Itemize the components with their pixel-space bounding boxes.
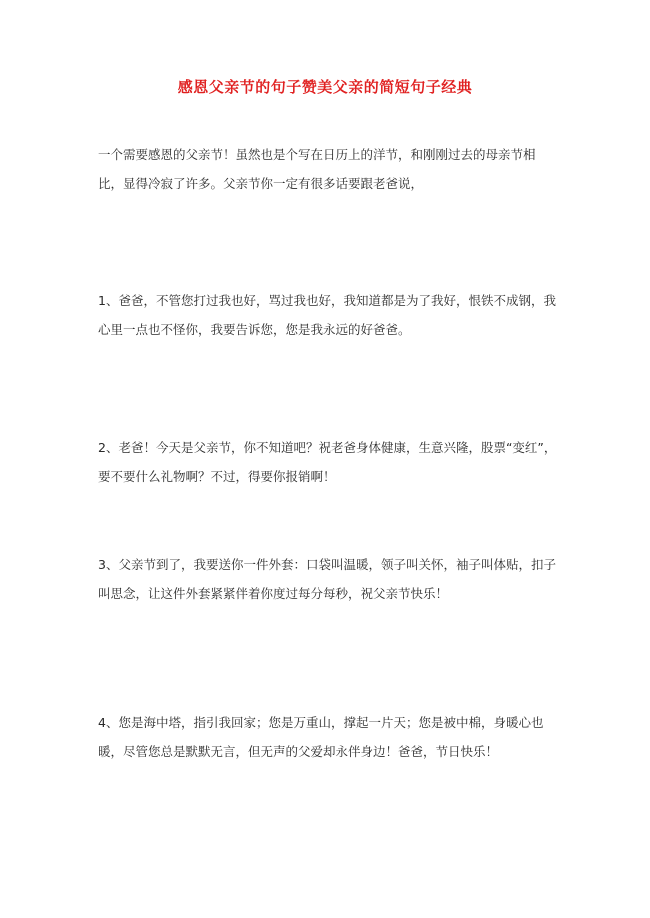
paragraph-3: 3、父亲节到了，我要送你一件外套：口袋叫温暖，领子叫关怀，袖子叫体贴，扣子叫思念，让这件外套紧紧伴着你度过每分每秒，祝父亲节快乐！ [98, 557, 556, 601]
paragraph-4: 4、您是海中塔，指引我回家；您是万重山，撑起一片天；您是被中棉，身暖心也暖，尽管您总是默默无言，但无声的父爱却永伴身边！爸爸，节日快乐！ [98, 715, 544, 759]
paragraph-2: 2、老爸！今天是父亲节，你不知道吧？祝老爸身体健康，生意兴隆，股票“变红”，要不要什么礼物啊？不过，得要你报销啊！ [98, 440, 557, 484]
paragraph-1: 1、爸爸，不管您打过我也好，骂过我也好，我知道都是为了我好，恨铁不成钢，我心里一点也不怪你，我要告诉您，您是我永远的好爸爸。 [98, 293, 556, 337]
intro-paragraph: 一个需要感恩的父亲节！虽然也是个写在日历上的洋节，和刚刚过去的母亲节相比，显得冷寂了许多。父亲节你一定有很多话要跟老爸说， [98, 147, 536, 191]
document-title: 感恩父亲节的句子赞美父亲的简短句子经典 [177, 78, 473, 96]
